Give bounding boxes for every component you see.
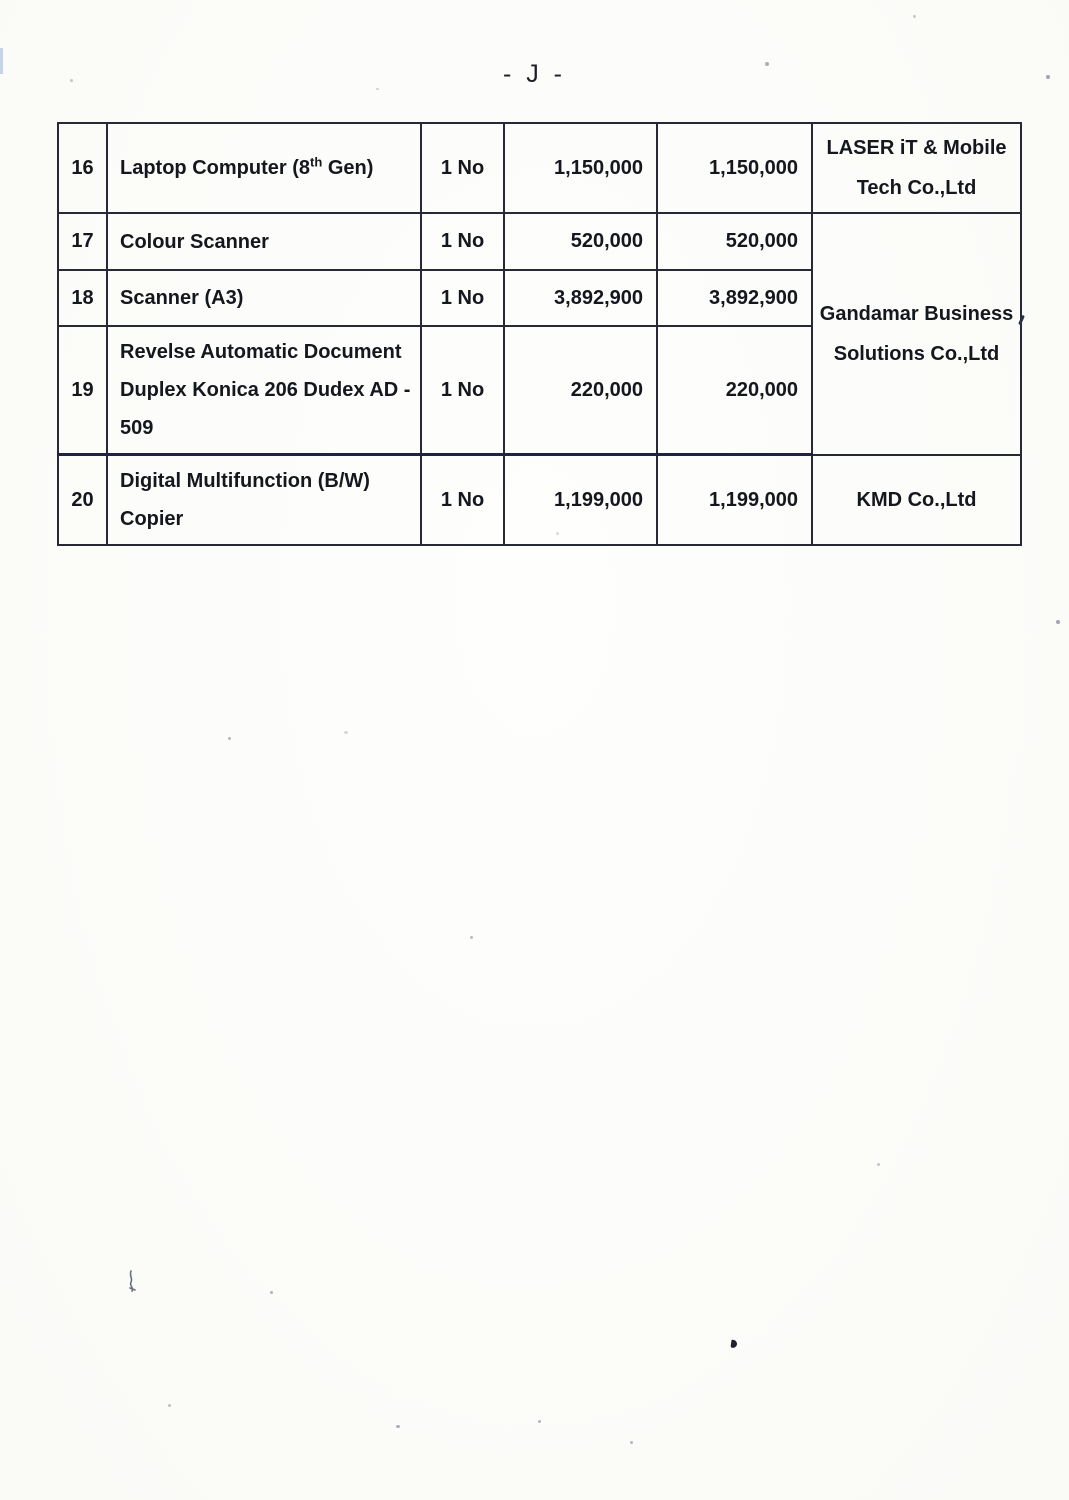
- description-text: Gen): [322, 157, 374, 179]
- quantity-cell: 1 No: [421, 326, 504, 455]
- item-number-cell: 19: [58, 326, 107, 455]
- unit-price-cell: 1,150,000: [504, 123, 657, 213]
- scan-squiggle-mark: [124, 1270, 140, 1294]
- total-price-cell: 220,000: [657, 326, 812, 455]
- item-description-cell: Revelse Automatic Document Duplex Konica 206 Dudex AD - 509: [107, 326, 421, 455]
- scan-speck: [228, 737, 231, 740]
- total-price-cell: 1,150,000: [657, 123, 812, 213]
- scan-speck: [344, 731, 348, 734]
- item-number-cell: 16: [58, 123, 107, 213]
- total-price-cell: 3,892,900: [657, 270, 812, 326]
- table-row: [58, 213, 1021, 270]
- scan-speck: [470, 936, 473, 939]
- unit-price-cell: 3,892,900: [504, 270, 657, 326]
- item-description-cell: Colour Scanner: [107, 213, 421, 270]
- item-number-cell: 17: [58, 213, 107, 270]
- total-price-cell: 520,000: [657, 213, 812, 270]
- item-description-cell: Digital Multifunction (B/W) Copier: [107, 455, 421, 546]
- scan-speck: [877, 1163, 880, 1166]
- quantity-cell: 1 No: [421, 455, 504, 546]
- table-row: [58, 455, 1021, 546]
- quantity-cell: 1 No: [421, 270, 504, 326]
- item-number-cell: 20: [58, 455, 107, 546]
- scan-speck: [396, 1425, 400, 1428]
- page-number-header: - J -: [502, 60, 567, 88]
- supplier-cell: LASER iT & Mobile Tech Co.,Ltd: [812, 123, 1021, 213]
- unit-price-cell: 520,000: [504, 213, 657, 270]
- ordinal-superscript: th: [310, 154, 323, 170]
- table-row: [58, 123, 1021, 213]
- scan-speck: [1056, 620, 1060, 624]
- item-number-cell: 18: [58, 270, 107, 326]
- unit-price-cell: 1,199,000: [504, 455, 657, 546]
- scan-edge-mark: [0, 48, 3, 74]
- supplier-cell-merged: Gandamar Business Solutions Co.,Ltd: [812, 213, 1021, 455]
- scan-speck: [270, 1291, 273, 1294]
- scan-speck: [913, 15, 916, 18]
- scan-ink-spot: [730, 1340, 737, 1349]
- scan-speck: [630, 1441, 633, 1444]
- quantity-cell: 1 No: [421, 213, 504, 270]
- total-price-cell: 1,199,000: [657, 455, 812, 546]
- supplier-cell: KMD Co.,Ltd: [812, 455, 1021, 546]
- quantity-cell: 1 No: [421, 123, 504, 213]
- scan-speck: [168, 1404, 171, 1407]
- item-description-cell: Scanner (A3): [107, 270, 421, 326]
- description-text: Laptop Computer (8: [120, 157, 310, 179]
- unit-price-cell: 220,000: [504, 326, 657, 455]
- item-description-cell: [107, 123, 421, 213]
- scan-speck: [538, 1420, 541, 1423]
- procurement-items-table: [57, 122, 1022, 546]
